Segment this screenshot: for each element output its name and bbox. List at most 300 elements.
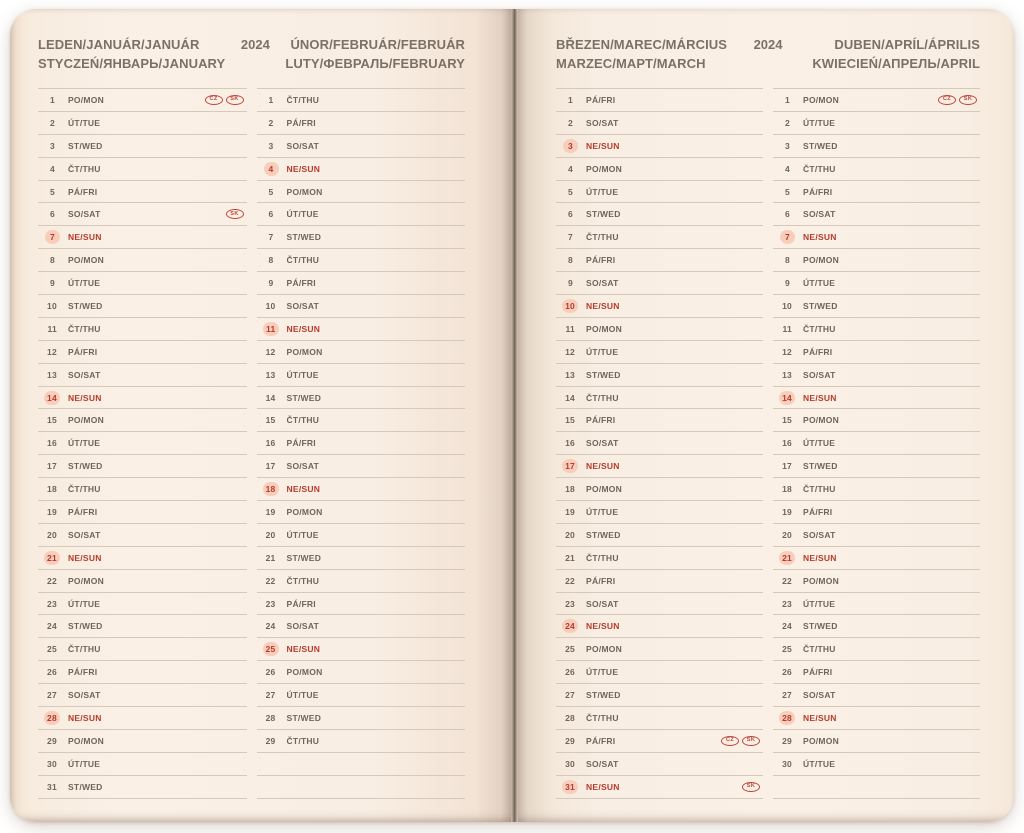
day-number-cell — [773, 436, 795, 450]
month-column-january — [38, 88, 247, 799]
day-name: ÚT/TUE — [803, 117, 836, 128]
holiday-badge-sk: SK — [226, 95, 244, 105]
day-number-cell — [773, 619, 795, 633]
day-name: ČT/THU — [286, 94, 320, 105]
day-number: 25 — [782, 644, 793, 655]
calendar-row — [38, 638, 247, 661]
day-name: NE/SUN — [803, 392, 837, 403]
day-number: 19 — [265, 506, 276, 517]
day-name: ČT/THU — [286, 415, 320, 426]
day-number-cell — [38, 574, 60, 588]
day-number: 23 — [565, 598, 576, 609]
day-number: 23 — [782, 598, 793, 609]
sunday-highlight: 14 — [779, 391, 795, 405]
day-number-cell — [556, 391, 578, 405]
day-number-cell — [38, 711, 60, 725]
day-number-cell — [38, 253, 60, 267]
calendar-row — [38, 776, 247, 799]
day-name: SO/SAT — [803, 209, 836, 220]
calendar-row — [773, 249, 980, 272]
day-number: 15 — [565, 415, 576, 426]
day-name: ÚT/TUE — [586, 667, 619, 678]
day-name: ÚT/TUE — [286, 369, 319, 380]
calendar-row — [556, 89, 763, 112]
day-number-cell — [257, 642, 279, 656]
day-name: SO/SAT — [68, 690, 101, 701]
day-number-cell — [38, 368, 60, 382]
calendar-row — [556, 318, 763, 341]
day-number: 16 — [47, 438, 57, 449]
day-name: PÁ/FRI — [586, 415, 616, 426]
day-name: ÚT/TUE — [803, 278, 836, 289]
day-name: ST/WED — [803, 140, 838, 151]
day-name: PÁ/FRI — [586, 255, 616, 266]
day-number-cell — [257, 230, 279, 244]
day-number-cell — [257, 757, 279, 771]
calendar-row — [38, 593, 247, 616]
calendar-row — [38, 478, 247, 501]
day-number: 14 — [565, 392, 576, 403]
day-number-cell — [257, 253, 279, 267]
day-name: ČT/THU — [286, 735, 320, 746]
sunday-highlight: 28 — [44, 711, 60, 725]
day-number: 27 — [265, 690, 276, 701]
day-name: SO/SAT — [586, 117, 619, 128]
day-number: 16 — [782, 438, 793, 449]
day-number-cell — [556, 482, 578, 496]
day-number-cell — [556, 230, 578, 244]
day-number-cell — [556, 711, 578, 725]
day-number-cell — [38, 688, 60, 702]
day-number-cell — [38, 207, 60, 221]
day-number-cell — [257, 619, 279, 633]
day-number-cell — [257, 276, 279, 290]
day-number: 13 — [47, 369, 57, 380]
day-number: 1 — [568, 94, 574, 105]
day-number: 2 — [568, 117, 574, 128]
calendar-row — [773, 615, 980, 638]
day-number: 11 — [47, 323, 57, 334]
sunday-highlight: 7 — [780, 230, 795, 244]
calendar-row — [556, 524, 763, 547]
day-name: PO/MON — [586, 644, 623, 655]
calendar-row — [773, 501, 980, 524]
calendar-row — [556, 387, 763, 410]
calendar-row — [556, 203, 763, 226]
day-number-cell — [257, 505, 279, 519]
day-number-cell — [257, 162, 279, 176]
calendar-row — [257, 249, 466, 272]
day-number: 4 — [785, 163, 791, 174]
holiday-badges — [205, 95, 244, 105]
day-name: PO/MON — [586, 484, 623, 495]
day-name: SO/SAT — [586, 758, 619, 769]
day-number: 23 — [47, 598, 57, 609]
day-number: 13 — [782, 369, 793, 380]
day-number-cell — [257, 207, 279, 221]
day-name: PÁ/FRI — [286, 278, 316, 289]
day-number-cell — [556, 665, 578, 679]
calendar-row — [38, 524, 247, 547]
day-number: 12 — [565, 346, 576, 357]
day-number: 3 — [268, 140, 274, 151]
day-number: 16 — [565, 438, 576, 449]
day-name: NE/SUN — [68, 552, 102, 563]
day-name: PO/MON — [68, 575, 104, 586]
day-number: 30 — [782, 758, 793, 769]
day-name: SO/SAT — [803, 690, 836, 701]
calendar-row — [38, 661, 247, 684]
day-name: PÁ/FRI — [803, 667, 833, 678]
calendar-row — [556, 593, 763, 616]
day-number: 2 — [50, 117, 55, 128]
page-left — [10, 9, 511, 822]
day-number-cell — [38, 139, 60, 153]
day-number-cell — [556, 642, 578, 656]
day-number-cell — [556, 688, 578, 702]
day-number-cell — [773, 93, 795, 107]
day-number-cell — [38, 276, 60, 290]
day-number-cell — [773, 185, 795, 199]
sunday-highlight: 28 — [779, 711, 795, 725]
day-number-cell — [257, 711, 279, 725]
sunday-highlight: 21 — [44, 551, 60, 565]
month-title-march — [556, 35, 738, 73]
calendar-row — [38, 341, 247, 364]
day-name: PO/MON — [803, 735, 840, 746]
calendar-row — [556, 753, 763, 776]
day-name: ČT/THU — [586, 232, 619, 243]
day-number: 18 — [782, 484, 793, 495]
calendar-row — [556, 661, 763, 684]
holiday-badges — [226, 209, 244, 219]
calendar-row-sunday — [38, 707, 247, 730]
day-number-cell — [556, 413, 578, 427]
calendar-row — [556, 158, 763, 181]
calendar-row — [773, 524, 980, 547]
calendar-row-sunday — [38, 226, 247, 249]
day-name: ČT/THU — [68, 644, 101, 655]
day-number: 15 — [47, 415, 57, 426]
day-name: ST/WED — [803, 461, 838, 472]
calendar-row — [38, 684, 247, 707]
day-name: ČT/THU — [286, 255, 320, 266]
calendar-row — [773, 341, 980, 364]
holiday-badges — [742, 782, 760, 792]
month-column-march — [556, 88, 763, 799]
day-number-cell — [556, 436, 578, 450]
day-name: PO/MON — [586, 323, 623, 334]
calendar-row — [556, 112, 763, 135]
calendar-row — [257, 226, 466, 249]
calendar-row — [38, 203, 247, 226]
calendar-row — [257, 730, 466, 753]
calendar-row — [257, 135, 466, 158]
calendar-row — [257, 776, 466, 799]
day-number-cell — [38, 345, 60, 359]
day-name: PO/MON — [586, 163, 623, 174]
day-number-cell — [556, 116, 578, 130]
day-name: PÁ/FRI — [803, 346, 833, 357]
calendar-row — [556, 432, 763, 455]
calendar-row — [38, 249, 247, 272]
calendar-row — [773, 638, 980, 661]
day-name: PÁ/FRI — [803, 186, 833, 197]
sunday-highlight: 3 — [563, 139, 578, 153]
calendar-row — [773, 203, 980, 226]
holiday-badge-sk: SK — [742, 782, 760, 792]
day-name: ST/WED — [286, 392, 322, 403]
day-name: PO/MON — [803, 415, 840, 426]
day-number-cell — [556, 619, 578, 633]
day-number: 12 — [47, 346, 57, 357]
day-number-cell — [773, 482, 795, 496]
day-number: 20 — [47, 529, 57, 540]
day-name: ÚT/TUE — [803, 438, 836, 449]
day-number-cell — [773, 368, 795, 382]
day-number-cell — [773, 207, 795, 221]
day-number: 18 — [565, 484, 576, 495]
day-number: 22 — [265, 575, 276, 586]
sunday-highlight: 18 — [263, 482, 279, 496]
calendar-row — [556, 730, 763, 753]
day-name: PO/MON — [68, 735, 104, 746]
day-number: 1 — [268, 94, 274, 105]
day-number-cell — [38, 459, 60, 473]
day-number-cell — [38, 780, 60, 794]
calendar-row — [773, 318, 980, 341]
day-number-cell — [556, 207, 578, 221]
day-number: 5 — [568, 186, 574, 197]
day-name: ČT/THU — [68, 163, 101, 174]
day-name: ÚT/TUE — [803, 598, 836, 609]
day-number-cell — [38, 162, 60, 176]
day-name: ÚT/TUE — [68, 758, 101, 769]
holiday-badge-sk: SK — [226, 209, 244, 219]
day-name: SO/SAT — [586, 598, 619, 609]
day-name: SO/SAT — [803, 529, 836, 540]
calendar-row — [773, 570, 980, 593]
day-number-cell — [38, 93, 60, 107]
calendar-row — [556, 409, 763, 432]
day-number: 29 — [565, 735, 576, 746]
day-number: 19 — [565, 506, 576, 517]
day-number: 16 — [265, 438, 276, 449]
day-name: ČT/THU — [803, 323, 836, 334]
day-number: 1 — [50, 94, 55, 105]
day-number-cell — [257, 459, 279, 473]
day-number-cell — [773, 780, 795, 794]
day-number: 31 — [47, 781, 57, 792]
day-number: 26 — [47, 667, 57, 678]
day-number-cell — [38, 757, 60, 771]
day-number: 23 — [265, 598, 276, 609]
day-number: 27 — [47, 690, 57, 701]
day-number-cell — [556, 734, 578, 748]
month-title-april — [798, 35, 980, 73]
day-number-cell — [38, 642, 60, 656]
day-number: 10 — [47, 300, 57, 311]
day-number: 22 — [782, 575, 793, 586]
day-number: 26 — [565, 667, 576, 678]
day-number-cell — [773, 665, 795, 679]
calendar-row-sunday — [556, 455, 763, 478]
day-number-cell — [257, 322, 279, 336]
sunday-highlight: 4 — [264, 162, 279, 176]
day-number-cell — [38, 551, 60, 565]
day-number: 24 — [782, 621, 793, 632]
day-number: 9 — [50, 278, 55, 289]
day-number: 12 — [782, 346, 793, 357]
day-number-cell — [773, 391, 795, 405]
calendar-row-sunday — [38, 387, 247, 410]
year-label: 2024 — [240, 37, 270, 52]
calendar-row — [38, 432, 247, 455]
day-number: 1 — [785, 94, 791, 105]
diary-book — [10, 9, 1014, 822]
day-number-cell — [773, 459, 795, 473]
day-name: ČT/THU — [286, 575, 320, 586]
calendar-row — [257, 455, 466, 478]
day-number-cell — [257, 482, 279, 496]
day-number-cell — [38, 230, 60, 244]
day-number-cell — [556, 276, 578, 290]
calendar-row — [257, 203, 466, 226]
day-number-cell — [556, 345, 578, 359]
day-number: 9 — [268, 278, 274, 289]
month-title-line2: LUTY/ФЕВРАЛЬ/FEBRUARY — [285, 56, 466, 71]
day-number-cell — [257, 436, 279, 450]
calendar-row — [257, 501, 466, 524]
calendar-row — [773, 181, 980, 204]
day-name: PÁ/FRI — [68, 667, 98, 678]
calendar-row — [257, 364, 466, 387]
day-number-cell — [773, 116, 795, 130]
year-label: 2024 — [753, 37, 783, 52]
calendar-row — [773, 295, 980, 318]
sunday-highlight: 17 — [562, 459, 578, 473]
day-number — [264, 780, 279, 794]
day-number-cell — [773, 711, 795, 725]
calendar-row — [257, 524, 466, 547]
day-name: SO/SAT — [803, 369, 836, 380]
calendar-row — [556, 272, 763, 295]
month-title-line2: KWIECIEŃ/АПРЕЛЬ/APRIL — [812, 56, 981, 71]
calendar-row — [556, 249, 763, 272]
day-number: 24 — [265, 621, 276, 632]
day-name: ČT/THU — [586, 392, 619, 403]
day-name: PÁ/FRI — [68, 506, 98, 517]
day-name: PO/MON — [286, 506, 323, 517]
page-left-header — [38, 35, 465, 73]
calendar-row — [556, 364, 763, 387]
calendar-row — [773, 364, 980, 387]
day-name: PO/MON — [68, 255, 104, 266]
day-name: ST/WED — [586, 690, 621, 701]
day-number-cell — [556, 299, 578, 313]
day-name: PO/MON — [803, 94, 840, 105]
day-name: PÁ/FRI — [286, 438, 316, 449]
day-number-cell — [773, 642, 795, 656]
day-number-cell — [556, 505, 578, 519]
day-name: PÁ/FRI — [803, 506, 833, 517]
day-number-cell — [38, 436, 60, 450]
day-name: SO/SAT — [68, 529, 101, 540]
day-number-cell — [773, 345, 795, 359]
calendar-row — [556, 181, 763, 204]
day-number-cell — [556, 597, 578, 611]
day-name: NE/SUN — [586, 461, 620, 472]
calendar-row — [38, 112, 247, 135]
month-title-january — [38, 35, 225, 73]
day-number — [780, 780, 795, 794]
calendar-row-sunday — [773, 707, 980, 730]
day-number-cell — [556, 574, 578, 588]
calendar-row — [257, 570, 466, 593]
day-name: PO/MON — [286, 186, 323, 197]
day-name: SO/SAT — [68, 209, 101, 220]
day-number: 2 — [785, 117, 791, 128]
calendar-row-sunday — [257, 158, 466, 181]
day-number: 28 — [565, 712, 576, 723]
day-number: 29 — [47, 735, 57, 746]
day-number: 17 — [265, 461, 276, 472]
day-number: 15 — [782, 415, 793, 426]
calendar-row — [38, 272, 247, 295]
day-number-cell — [773, 413, 795, 427]
day-number: 8 — [50, 255, 55, 266]
calendar-row — [257, 593, 466, 616]
calendar-row-sunday — [556, 776, 763, 799]
day-name: NE/SUN — [68, 392, 102, 403]
calendar-row — [257, 547, 466, 570]
day-number-cell — [257, 413, 279, 427]
page-right-header — [556, 35, 980, 73]
day-number-cell — [773, 322, 795, 336]
calendar-row-sunday — [556, 295, 763, 318]
day-name: ČT/THU — [586, 712, 619, 723]
sunday-highlight: 25 — [263, 642, 279, 656]
calendar-row — [773, 776, 980, 799]
day-name: PO/MON — [803, 575, 840, 586]
day-number-cell — [38, 391, 60, 405]
calendar-row — [257, 341, 466, 364]
day-name: NE/SUN — [586, 621, 620, 632]
month-column-april — [773, 88, 980, 799]
day-name: ST/WED — [803, 300, 838, 311]
day-number-cell — [556, 322, 578, 336]
calendar-row — [773, 593, 980, 616]
day-number: 6 — [50, 209, 55, 220]
day-number-cell — [773, 528, 795, 542]
calendar-row — [556, 341, 763, 364]
month-title-line2: STYCZEŃ/ЯНВАРЬ/JANUARY — [38, 56, 226, 71]
day-name: SO/SAT — [68, 369, 101, 380]
day-number: 19 — [782, 506, 793, 517]
calendar-row — [257, 181, 466, 204]
sunday-highlight: 31 — [562, 780, 578, 794]
calendar-row — [38, 730, 247, 753]
day-number-cell — [773, 757, 795, 771]
day-number: 18 — [47, 484, 57, 495]
calendar-row — [773, 684, 980, 707]
day-number: 25 — [565, 644, 576, 655]
month-title-line1: LEDEN/JANUÁR/JANUÁR — [38, 37, 200, 52]
day-name: NE/SUN — [803, 712, 837, 723]
day-name: PO/MON — [68, 415, 104, 426]
day-number: 27 — [782, 690, 793, 701]
day-number-cell — [257, 391, 279, 405]
